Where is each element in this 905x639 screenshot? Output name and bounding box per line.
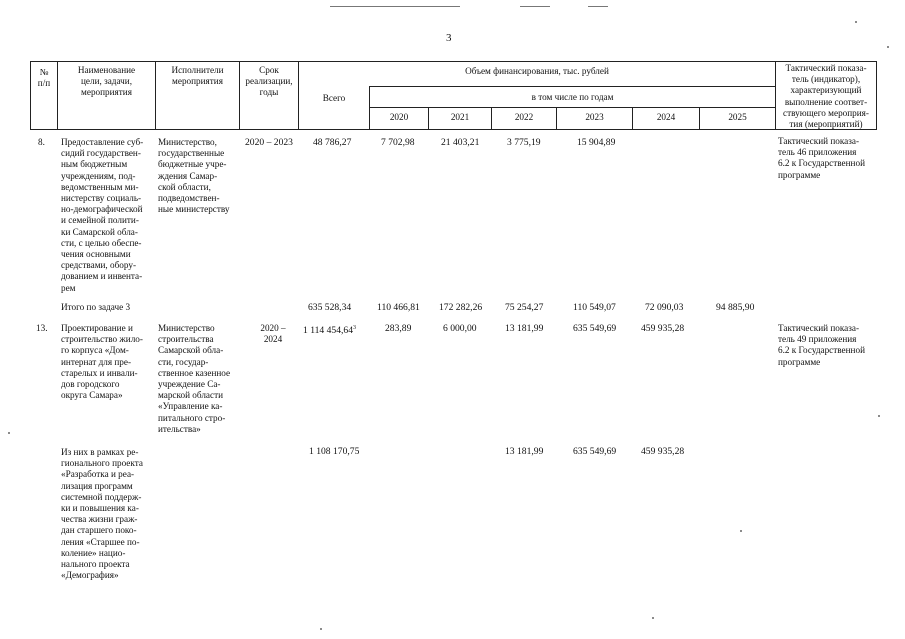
- header-year-2025: 2025: [728, 112, 747, 122]
- header-executors: Исполнители мероприятия: [171, 65, 224, 87]
- measure-term: 2020 – 2023: [245, 137, 293, 148]
- amount-2023: 635 549,69: [573, 446, 617, 457]
- footnote-mark: 3: [353, 325, 357, 331]
- amount-2021: 6 000,00: [443, 323, 477, 334]
- scan-speck: [652, 617, 654, 619]
- amount-2023: 635 549,69: [573, 323, 617, 334]
- table-rule: [369, 86, 775, 87]
- scan-speck: [887, 46, 889, 48]
- amount-2021: 172 282,26: [439, 302, 483, 313]
- scan-speck: [8, 432, 10, 434]
- amount-2022: 13 181,99: [505, 323, 544, 334]
- header-year-2020: 2020: [389, 112, 409, 122]
- header-term: Срок реализации, годы: [245, 65, 293, 98]
- header-name: Наименование цели, задачи, мероприятия: [77, 65, 136, 98]
- table-rule: [876, 61, 877, 129]
- amount-2022: 13 181,99: [505, 446, 544, 457]
- amount-2020: 7 702,98: [381, 137, 415, 148]
- header-indicator: Тактический показа- тель (индикатор), характеризующий выполнение соответ- ствующего мероприя- тия (мероприятий): [783, 63, 869, 130]
- amount-2025: 94 885,90: [716, 302, 755, 313]
- amount-2022: 75 254,27: [505, 302, 544, 313]
- measure-term: 2020 – 2024: [260, 323, 286, 345]
- amount-2020: 283,89: [385, 323, 412, 334]
- amount-2023: 15 904,89: [577, 137, 616, 148]
- scan-speck: [855, 21, 857, 23]
- scan-edge-line: [588, 6, 608, 7]
- table-rule: [369, 107, 775, 108]
- scan-edge-line: [520, 6, 550, 7]
- scan-speck: [878, 415, 880, 417]
- scan-edge-line: [330, 6, 460, 7]
- amount-total-value: 1 114 454,64: [303, 325, 354, 337]
- measure-name: Из них в рамках ре- гионального проекта «Разработка и реа- лизация программ системной поддерж- ки и повышения ка- чества жизни граж- дан старшего поко- ления «Старшее по- коление» нацио- нального проекта «Демография»: [61, 447, 143, 581]
- header-year-2024: 2024: [656, 112, 676, 122]
- header-year-2021: 2021: [450, 112, 470, 122]
- header-funding: Объем финансирования, тыс. рублей: [465, 66, 609, 76]
- page-number: 3: [446, 32, 452, 44]
- header-by-years: в том числе по годам: [531, 92, 614, 102]
- measure-name: Проектирование и строительство жило- го корпуса «Дом- интернат для пре- старелых и инвали- дов городского округа Самара»: [61, 323, 143, 401]
- header-year-2022: 2022: [514, 112, 534, 122]
- amount-2020: 110 466,81: [377, 302, 420, 313]
- measure-executors: Министерство строительства Самарской обла- сти, государ- ственное казенное учреждение Са- марской области «Управление ка- питального стро- ительства»: [158, 323, 231, 434]
- row-number: 13.: [36, 323, 48, 333]
- scan-speck: [320, 628, 322, 630]
- row-number: 8.: [38, 137, 45, 147]
- header-num: № п/п: [37, 67, 51, 89]
- indicator-text: Тактический показа- тель 49 приложения 6.2 к Государственной программе: [778, 323, 865, 367]
- measure-executors: Министерство, государственные бюджетные учре- ждения Самар- ской области, подведомствен- ные министерству: [158, 137, 230, 215]
- header-total: Всего: [322, 93, 346, 103]
- amount-2024: 459 935,28: [641, 446, 685, 457]
- table-rule: [30, 61, 877, 62]
- amount-total: 48 786,27: [313, 137, 352, 148]
- amount-2021: 21 403,21: [441, 137, 480, 148]
- indicator-text: Тактический показа- тель 46 приложения 6.2 к Государственной программе: [778, 136, 865, 180]
- amount-total: 635 528,34: [308, 302, 352, 313]
- table-rule: [30, 129, 877, 130]
- measure-name: Предоставление суб- сидий государствен- ным бюджетным учреждениям, под- ведомственным ми- нистерству социаль- но-демографической и семейной полити- ки Самарской обла- сти, с целью обеспе- чения основными средствами, обору- дованием и инвента- рем: [61, 137, 144, 293]
- header-year-2023: 2023: [585, 112, 604, 122]
- amount-2022: 3 775,19: [507, 137, 541, 148]
- scan-speck: [740, 530, 742, 532]
- amount-2024: 72 090,03: [645, 302, 684, 313]
- amount-2024: 459 935,28: [641, 323, 685, 334]
- amount-total: [303, 323, 356, 336]
- task-total-label: Итого по задаче 3: [61, 302, 131, 312]
- amount-total: 1 108 170,75: [309, 446, 360, 457]
- amount-2023: 110 549,07: [573, 302, 616, 313]
